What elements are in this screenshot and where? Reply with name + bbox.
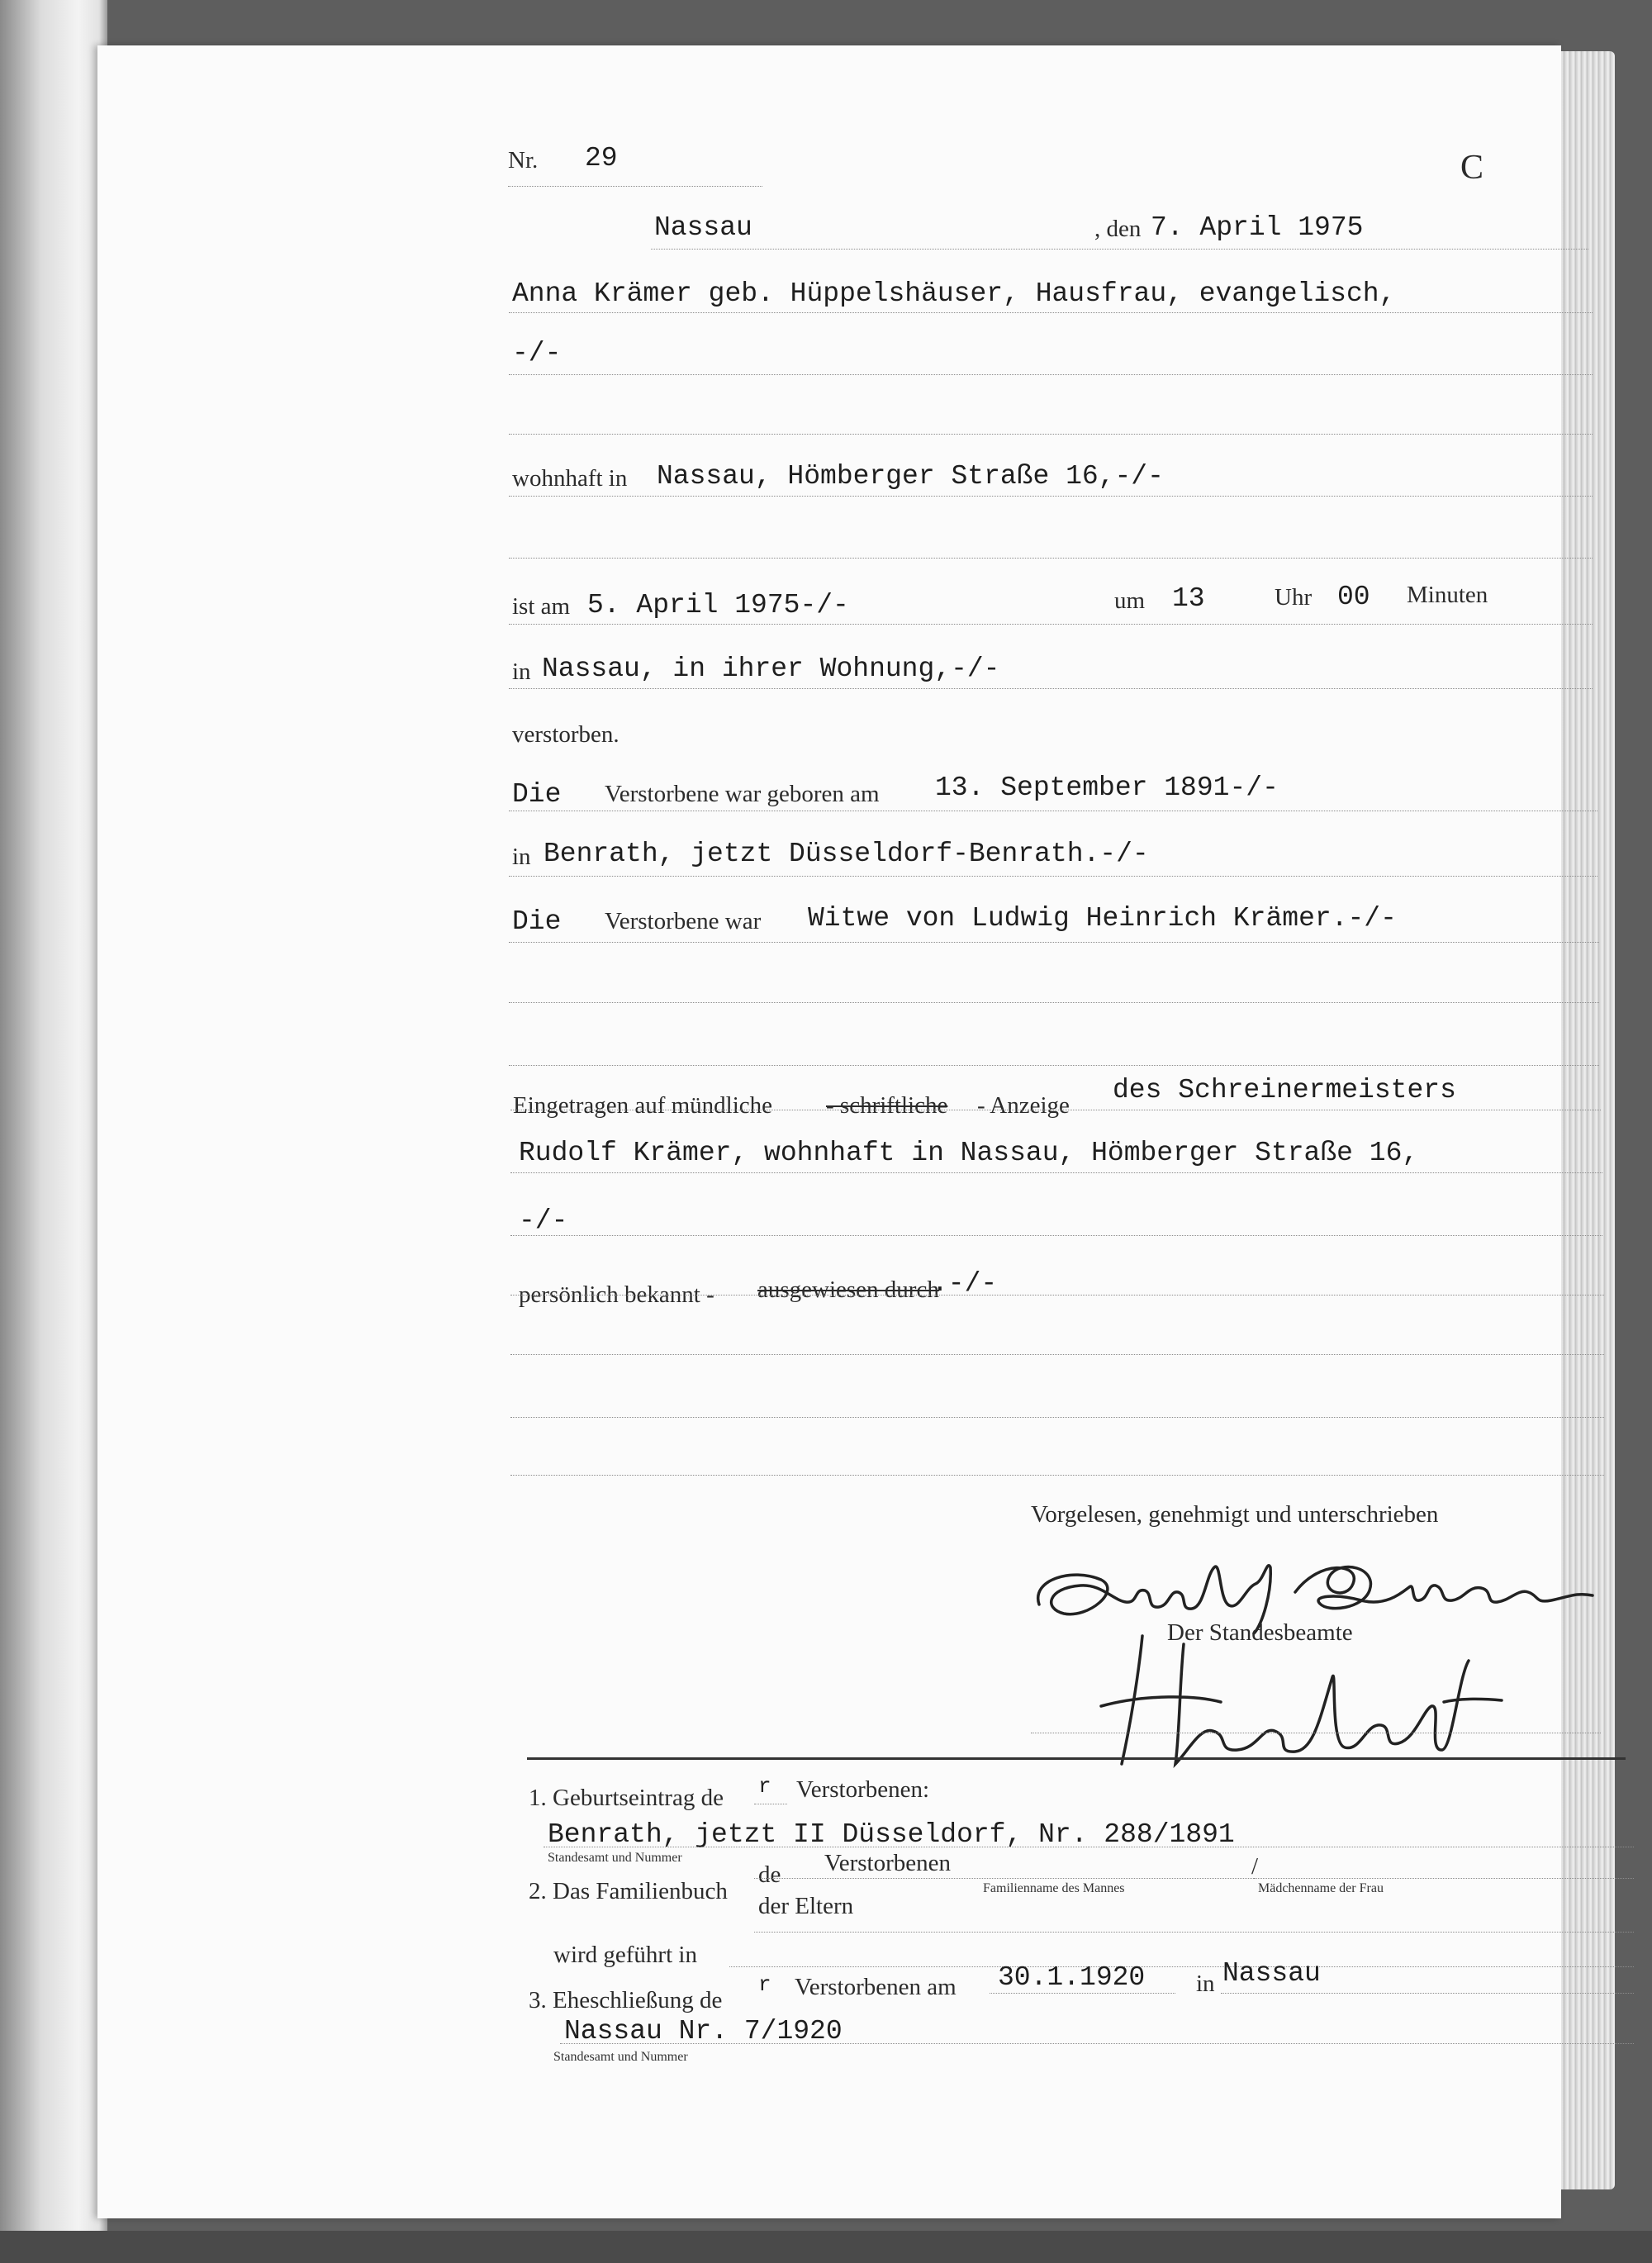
note3-date: 30.1.1920 <box>998 1962 1146 1993</box>
note2-caption-a: Familienname des Mannes <box>983 1881 1125 1895</box>
rule <box>509 688 1593 689</box>
note2-kept-label: wird geführt in <box>553 1942 697 1968</box>
page-stack-edge <box>1553 51 1615 2189</box>
status-die: Die <box>512 906 562 937</box>
rule <box>509 496 1593 497</box>
left-page-edge <box>0 0 107 2263</box>
rule <box>509 624 1593 625</box>
note3-caption: Standesamt und Nummer <box>553 2050 688 2064</box>
note3-value: Nassau Nr. 7/1920 <box>564 2016 843 2047</box>
time-hour: 13 <box>1172 583 1205 614</box>
rule <box>560 2043 1634 2044</box>
registration-label-a: Eingetragen auf mündliche <box>513 1092 773 1119</box>
deceased-line2: -/- <box>512 338 562 368</box>
rule <box>509 942 1599 943</box>
rule <box>510 1172 1602 1173</box>
rule <box>510 1417 1604 1418</box>
rule <box>509 876 1597 877</box>
rule <box>509 434 1593 435</box>
note2-eltern: der Eltern <box>758 1893 854 1919</box>
death-place-label: in <box>512 658 531 685</box>
note2-caption-b: Mädchenname der Frau <box>1258 1881 1384 1895</box>
rule <box>1221 1993 1634 1994</box>
notes-separator <box>527 1757 1626 1760</box>
date-label: , den <box>1094 216 1142 242</box>
note1-label-b: Verstorbenen: <box>796 1776 930 1803</box>
book-cover-bottom <box>0 2231 1652 2263</box>
birth-die: Die <box>512 779 562 810</box>
rule <box>509 312 1593 313</box>
registration-label-b: - Anzeige <box>977 1092 1070 1119</box>
note2-slash: / <box>1251 1853 1259 1880</box>
death-date-label: ist am <box>512 593 571 620</box>
birth-place-label: in <box>512 844 531 870</box>
register-page <box>97 45 1561 2218</box>
registration-struck: - schriftliche <box>826 1092 948 1119</box>
birth-place-value: Benrath, jetzt Düsseldorf-Benrath.-/- <box>544 839 1149 869</box>
rule <box>510 1475 1604 1476</box>
note3-label-b: Verstorbenen am <box>795 1974 957 2000</box>
note3-place: Nassau <box>1222 1958 1321 1989</box>
time-um: um <box>1114 587 1146 614</box>
note1-suffix: r <box>758 1774 771 1799</box>
residence-label: wohnhaft in <box>512 465 628 492</box>
birth-date-value: 13. September 1891-/- <box>935 773 1279 803</box>
time-minuten: Minuten <box>1407 582 1488 608</box>
rule <box>509 558 1593 559</box>
died-label: verstorben. <box>512 721 620 748</box>
known-struck: ausgewiesen durch <box>757 1277 939 1303</box>
known-tail: .-/- <box>932 1268 998 1299</box>
place-value: Nassau <box>654 212 752 243</box>
rule <box>729 1966 1634 1967</box>
note2-de: de <box>758 1861 781 1888</box>
time-minutes: 00 <box>1337 582 1370 612</box>
status-value: Witwe von Ludwig Heinrich Krämer.-/- <box>808 903 1397 934</box>
residence-value: Nassau, Hömberger Straße 16,-/- <box>657 461 1164 492</box>
rule <box>508 186 762 187</box>
date-value: 7. April 1975 <box>1151 212 1364 243</box>
rule <box>509 374 1593 375</box>
note3-label-a: 3. Eheschließung de <box>529 1987 723 2013</box>
deceased-line1: Anna Krämer geb. Hüppelshäuser, Hausfrau, evangelisch, <box>512 278 1396 309</box>
number-label: Nr. <box>508 147 539 174</box>
rule <box>510 1354 1604 1355</box>
rule <box>754 1932 1634 1933</box>
note2-value: Verstorbenen <box>824 1850 952 1876</box>
entry-number: 29 <box>585 143 618 174</box>
note1-label-a: 1. Geburtseintrag de <box>529 1785 724 1811</box>
rule <box>510 1235 1602 1236</box>
note1-value: Benrath, jetzt II Düsseldorf, Nr. 288/1891 <box>548 1819 1235 1850</box>
register-letter: C <box>1460 149 1484 187</box>
rule <box>1254 1878 1634 1879</box>
rule <box>510 1295 1604 1296</box>
time-uhr: Uhr <box>1275 584 1313 611</box>
note3-suffix: r <box>758 1972 771 1997</box>
note2-label: 2. Das Familienbuch <box>529 1878 728 1904</box>
known-label: persönlich bekannt - <box>519 1281 714 1308</box>
note1-caption: Standesamt und Nummer <box>548 1851 682 1865</box>
registrar-label: Der Standesbeamte <box>1167 1619 1353 1646</box>
registrar-signature <box>1097 1628 1526 1776</box>
death-place-value: Nassau, in ihrer Wohnung,-/- <box>542 654 1000 684</box>
note3-in: in <box>1196 1971 1215 1997</box>
closing-text: Vorgelesen, genehmigt und unterschrieben <box>1031 1501 1439 1528</box>
status-label: Verstorbene war <box>605 908 762 934</box>
death-date-value: 5. April 1975-/- <box>587 590 849 620</box>
birth-label: Verstorbene war geboren am <box>605 781 880 807</box>
rule <box>990 1993 1175 1994</box>
rule <box>509 1002 1599 1003</box>
rule <box>509 1065 1599 1066</box>
informant-line3: -/- <box>519 1205 568 1236</box>
informant-line2: Rudolf Krämer, wohnhaft in Nassau, Hömberger Straße 16, <box>519 1138 1419 1168</box>
rule <box>651 249 1588 250</box>
informant-line1: des Schreinermeisters <box>1113 1075 1456 1105</box>
